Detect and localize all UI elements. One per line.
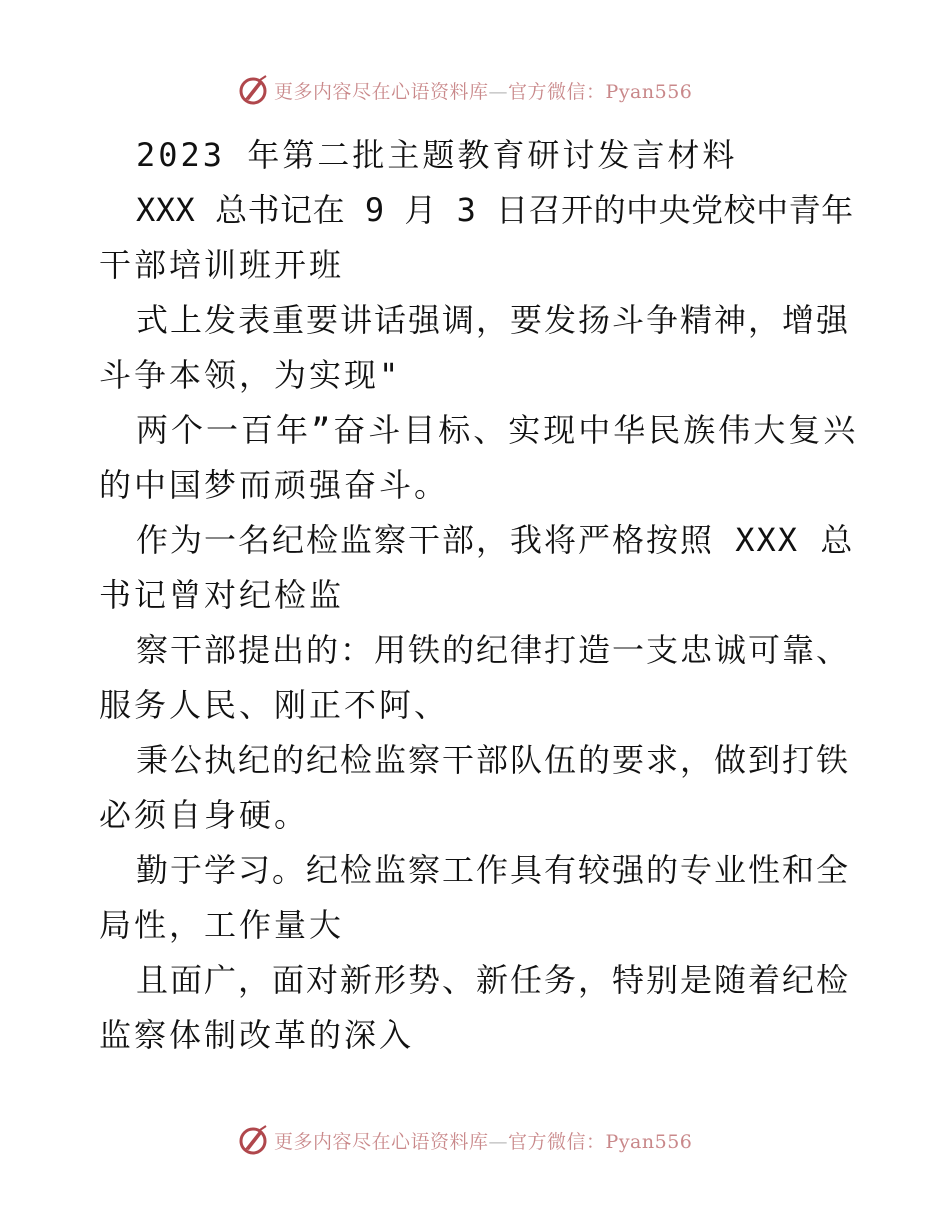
- text-line: 且面广，面对新形势、新任务，特别是随着纪检: [136, 961, 851, 999]
- watermark-dash: —: [488, 1130, 509, 1153]
- watermark-text: [274, 1127, 692, 1154]
- text-line: 干部培训班开班: [99, 246, 345, 284]
- text-line: 必须自身硬。: [99, 796, 310, 834]
- text-line: 斗争本领，为实现": [99, 356, 402, 394]
- text-line: 式上发表重要讲话强调，要发扬斗争精神，增强: [136, 301, 851, 339]
- header-watermark: [236, 72, 716, 108]
- quill-logo-icon: [236, 1123, 270, 1157]
- footer-watermark: [236, 1122, 716, 1158]
- text-line: 监察体制改革的深入: [99, 1016, 415, 1054]
- document-body: [99, 128, 859, 1063]
- text-line: 局性，工作量大: [99, 906, 345, 944]
- text-line: 2023 年第二批主题教育研讨发言材料: [136, 136, 738, 174]
- text-line: XXX 总书记在 9 月 3 日召开的中央党校中青年: [136, 191, 854, 229]
- quill-logo-icon: [236, 73, 270, 107]
- watermark-slogan: 更多内容尽在心语资料库: [274, 80, 489, 103]
- watermark-wechat-id: Pyan556: [605, 1130, 693, 1153]
- text-line: 察干部提出的：用铁的纪律打造一支忠诚可靠、: [136, 631, 851, 669]
- text-line: 书记曾对纪检监: [99, 576, 345, 614]
- text-line: 勤于学习。纪检监察工作具有较强的专业性和全: [136, 851, 851, 889]
- text-line: 服务人民、刚正不阿、: [99, 686, 450, 724]
- watermark-slogan: 更多内容尽在心语资料库: [274, 1130, 489, 1153]
- text-line: 的中国梦而顽强奋斗。: [99, 466, 450, 504]
- watermark-wechat-label: 官方微信：: [508, 80, 606, 103]
- watermark-wechat-id: Pyan556: [605, 80, 693, 103]
- watermark-text: [274, 77, 692, 104]
- text-line: 秉公执纪的纪检监察干部队伍的要求，做到打铁: [136, 741, 851, 779]
- text-line: 作为一名纪检监察干部，我将严格按照 XXX 总: [136, 521, 855, 559]
- text-line: 两个一百年”奋斗目标、实现中华民族伟大复兴: [136, 411, 859, 449]
- watermark-wechat-label: 官方微信：: [508, 1130, 606, 1153]
- watermark-dash: —: [488, 80, 509, 103]
